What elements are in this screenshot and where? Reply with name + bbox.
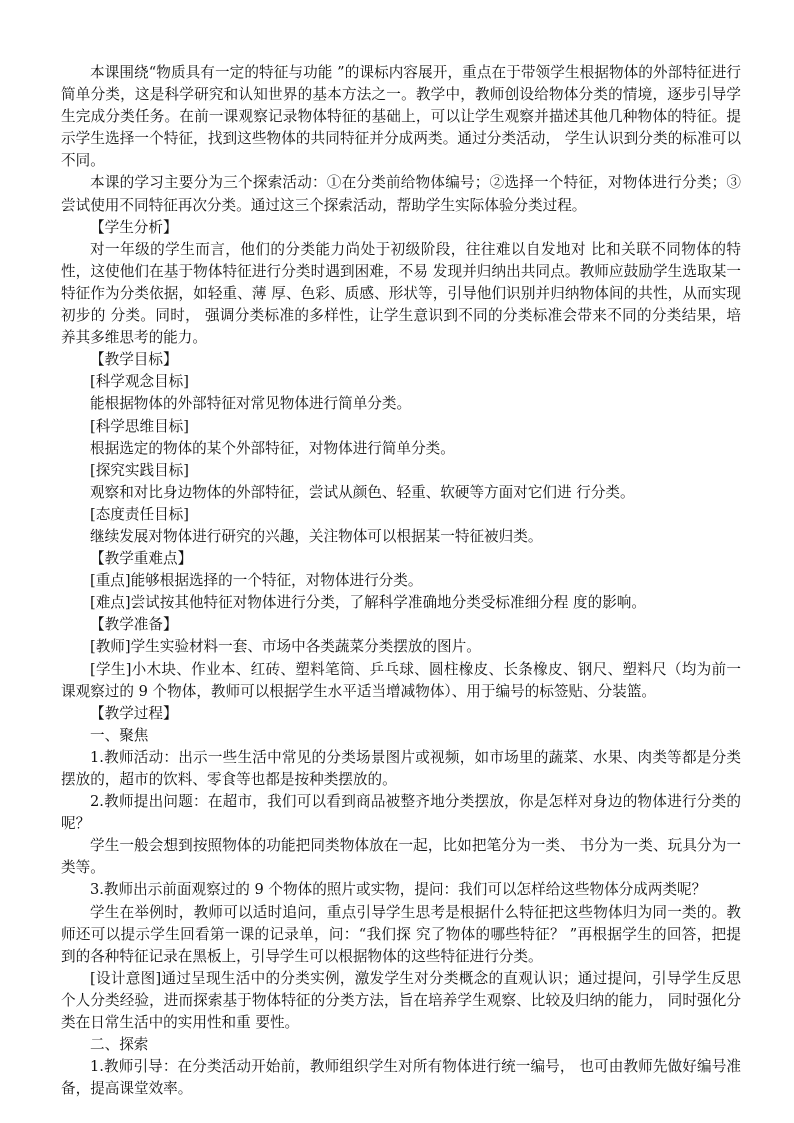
explore-paragraph-1: 1.教师引导：在分类活动开始前，教师组织学生对所有物体进行统一编号， 也可由教师先做好编号准备，提高课堂效率。 <box>61 1058 741 1098</box>
process-paragraph-1: 1.教师活动：出示一些生活中常见的分类场景图片或视频，如市场里的蔬菜、水果、肉类等都是分类摆放的，超市的饮料、零食等也都是按种类摆放的。 <box>61 748 741 788</box>
goal-text-concept: 能根据物体的外部特征对常见物体进行简单分类。 <box>90 395 412 413</box>
preparation-student: [学生]小木块、作业本、红砖、塑料笔筒、乒乓球、圆柱橡皮、长条橡皮、钢尺、塑料尺（均为前一课观察过的 9 个物体，教师可以根据学生水平适当增减物体）、用于编号的标签贴、分装篮。 <box>61 660 741 700</box>
goal-text-thinking: 根据选定的物体的某个外部特征，对物体进行简单分类。 <box>90 439 455 457</box>
process-step-focus: 一、聚焦 <box>90 726 149 744</box>
process-paragraph-5: 学生在举例时，教师可以适时追问，重点引导学生思考是根据什么特征把这些物体归为同一类的。教师还可以提示学生回看第一课的记录单，问：“我们探 究了物体的哪些特征？ ”再根据学生的回答，把提到的各种特征记录在黑板上，引导学生可以根据物体的这些特征进行分类。 <box>61 903 741 965</box>
key-point-text: [重点]能够根据选择的一个特征，对物体进行分类。 <box>90 572 423 590</box>
lesson-plan-page <box>61 62 741 1100</box>
activities-paragraph: 本课的学习主要分为三个探索活动：①在分类前给物体编号；②选择一个特征，对物体进行分类；③尝试使用不同特征再次分类。通过这三个探索活动，帮助学生实际体验分类过程。 <box>61 174 741 214</box>
goal-heading-thinking: [科学思维目标] <box>90 417 189 435</box>
section-heading-key-points: 【教学重难点】 <box>90 550 193 568</box>
student-analysis-paragraph: 对一年级的学生而言，他们的分类能力尚处于初级阶段，往往难以自发地对 比和关联不同物体的特性，这使他们在基于物体特征进行分类时遇到困难，不易 发现并归纳出共同点。教师应鼓励学生选取某一特征作为分类依据，如轻重、薄 厚、色彩、质感、形状等，引导他们识别并归纳物体间的共性，从而实现初步的 分类。同时， 强调分类标准的多样性，让学生意识到不同的分类标准会带来不同的分类结果，培养其多维思考的能力。 <box>61 240 741 347</box>
goal-heading-practice: [探究实践目标] <box>90 461 189 479</box>
process-step-explore: 二、探索 <box>90 1036 149 1054</box>
goal-heading-concept: [科学观念目标] <box>90 373 189 391</box>
goal-text-practice: 观察和对比身边物体的外部特征，尝试从颜色、轻重、软硬等方面对它们进 行分类。 <box>90 483 635 501</box>
process-paragraph-3: 学生一般会想到按照物体的功能把同类物体放在一起，比如把笔分为一类、 书分为一类、玩具分为一类等。 <box>61 837 741 877</box>
design-intent-paragraph: [设计意图]通过呈现生活中的分类实例，激发学生对分类概念的直观认识；通过提问，引导学生反思个人分类经验，进而探索基于物体特征的分类方法，旨在培养学生观察、比较及归纳的能力， 同时强化分类在日常生活中的实用性和重 要性。 <box>61 969 741 1032</box>
section-heading-teaching-goals: 【教学目标】 <box>90 351 178 369</box>
difficult-point-text: [难点]尝试按其他特征对物体进行分类，了解科学准确地分类受标准细分程 度的影响。 <box>90 594 646 612</box>
goal-heading-attitude: [态度责任目标] <box>90 505 189 523</box>
goal-text-attitude: 继续发展对物体进行研究的兴趣，关注物体可以根据某一特征被归类。 <box>90 527 543 545</box>
process-paragraph-4: 3.教师出示前面观察过的 9 个物体的照片或实物，提问：我们可以怎样给这些物体分成两类呢？ <box>90 881 707 899</box>
process-paragraph-2: 2.教师提出问题：在超市，我们可以看到商品被整齐地分类摆放，你是怎样对身边的物体进行分类的呢？ <box>61 793 741 833</box>
preparation-teacher: [教师]学生实验材料一套、市场中各类蔬菜分类摆放的图片。 <box>90 638 481 656</box>
section-heading-student-analysis: 【学生分析】 <box>90 218 178 236</box>
section-heading-process: 【教学过程】 <box>90 704 178 722</box>
intro-paragraph: 本课围绕“物质具有一定的特征与功能 ”的课标内容展开，重点在于带领学生根据物体的外部特征进行简单分类，这是科学研究和认知世界的基本方法之一。教学中，教师创设给物体分类的情境，逐步引导学生完成分类任务。在前一课观察记录物体特征的基础上，可以让学生观察并描述其他几种物体的特征。提示学生选择一个特征，找到这些物体的共同特征并分成两类。通过分类活动， 学生认识到分类的标准可以不同。 <box>61 64 741 170</box>
section-heading-preparation: 【教学准备】 <box>90 616 178 634</box>
